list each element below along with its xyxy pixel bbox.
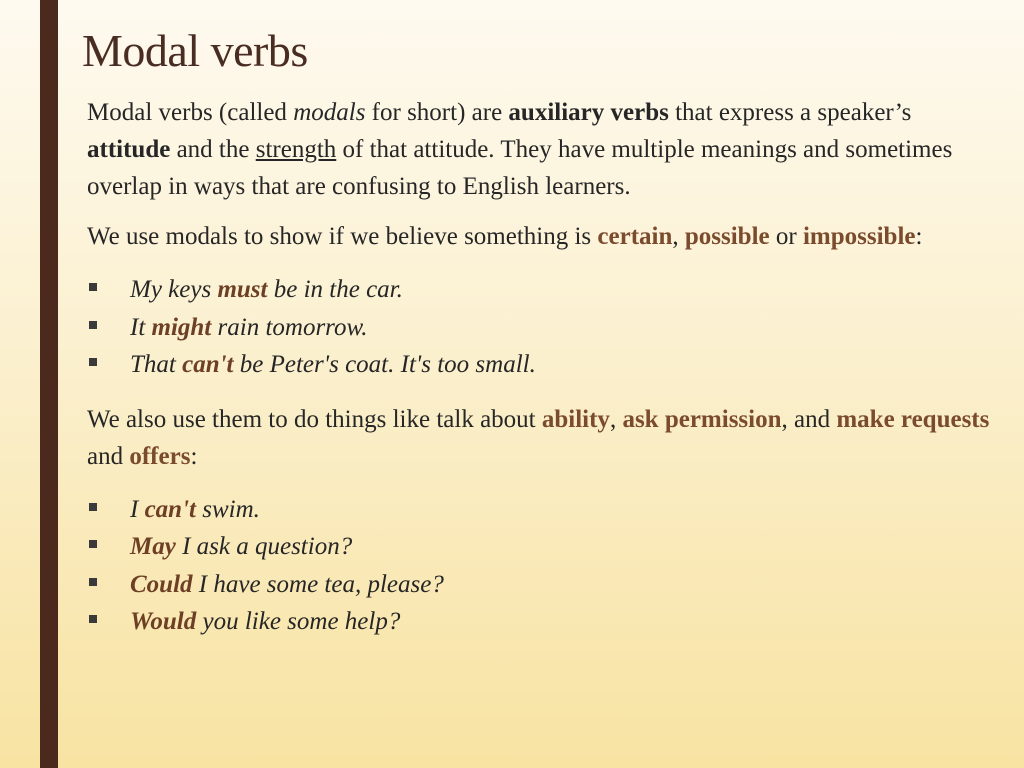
term-possible: possible — [684, 223, 770, 250]
accent-side-bar — [40, 0, 58, 768]
example-modal: Would — [130, 608, 197, 635]
list-item — [87, 491, 1012, 529]
intro-text-2: for short) are — [365, 99, 509, 126]
example-pre: It — [130, 313, 152, 341]
example-post: be Peter's coat. It's too small. — [233, 351, 536, 378]
example-modal: May — [130, 533, 176, 560]
slide-title: Modal verbs — [82, 25, 308, 76]
slide-content — [87, 94, 1012, 641]
example-modal: Could — [130, 570, 193, 598]
term-modals: modals — [293, 99, 366, 126]
example-pre: I — [130, 495, 145, 523]
example-modal: must — [217, 276, 268, 303]
term-ask-permission: ask permission — [622, 405, 782, 433]
example-post: you like some help? — [196, 608, 401, 635]
intro-text-3: that express a speaker’s — [668, 99, 912, 126]
square-bullet-icon — [89, 615, 97, 623]
term-certain: certain — [597, 223, 673, 250]
square-bullet-icon — [89, 503, 97, 511]
example-modal: can't — [182, 351, 234, 378]
use-colon: : — [915, 223, 923, 250]
term-make-requests: make requests — [836, 405, 990, 433]
term-strength: strength — [255, 136, 337, 163]
square-bullet-icon — [89, 578, 97, 586]
term-impossible: impossible — [802, 223, 916, 250]
also-and-1: , and — [781, 405, 837, 433]
intro-text-1: Modal verbs (called — [87, 99, 294, 126]
example-post: I have some tea, please? — [192, 570, 444, 598]
square-bullet-icon — [89, 540, 97, 548]
list-item — [87, 528, 1012, 566]
square-bullet-icon — [89, 283, 97, 291]
also-text-1: We also use them to do things like talk about — [87, 405, 542, 433]
example-pre: That — [130, 351, 183, 378]
example-post: rain tomorrow. — [211, 313, 368, 341]
example-post: be in the car. — [267, 276, 403, 303]
intro-paragraph — [87, 94, 967, 205]
list-item — [87, 603, 1012, 641]
use-text-1: We use modals to show if we believe something is — [87, 223, 598, 250]
example-modal: can't — [144, 495, 196, 523]
also-colon: : — [190, 442, 198, 470]
term-ability: ability — [541, 405, 610, 433]
square-bullet-icon — [89, 321, 97, 329]
example-post: I ask a question? — [175, 533, 353, 560]
list-item — [87, 309, 1012, 347]
list-item — [87, 346, 1012, 384]
term-auxiliary-verbs: auxiliary verbs — [508, 99, 669, 126]
use-or: or — [769, 223, 803, 250]
square-bullet-icon — [89, 358, 97, 366]
term-offers: offers — [129, 442, 191, 470]
example-pre: My keys — [130, 276, 218, 303]
list-item — [87, 271, 1012, 309]
examples-list-functions — [87, 491, 1012, 641]
list-item — [87, 566, 1012, 604]
term-attitude: attitude — [87, 136, 171, 163]
example-modal: might — [151, 313, 212, 341]
examples-list-certainty — [87, 271, 1012, 384]
example-post: swim. — [195, 495, 260, 523]
intro-text-5: of that attitude. They have multiple meanings and sometimes overlap in ways that are confusing to English learners. — [87, 136, 953, 200]
also-paragraph — [87, 401, 1012, 475]
also-comma: , — [609, 405, 623, 433]
also-and-2: and — [87, 442, 130, 470]
use-comma: , — [672, 223, 685, 250]
intro-text-4: and the — [170, 136, 256, 163]
use-paragraph — [87, 218, 987, 255]
